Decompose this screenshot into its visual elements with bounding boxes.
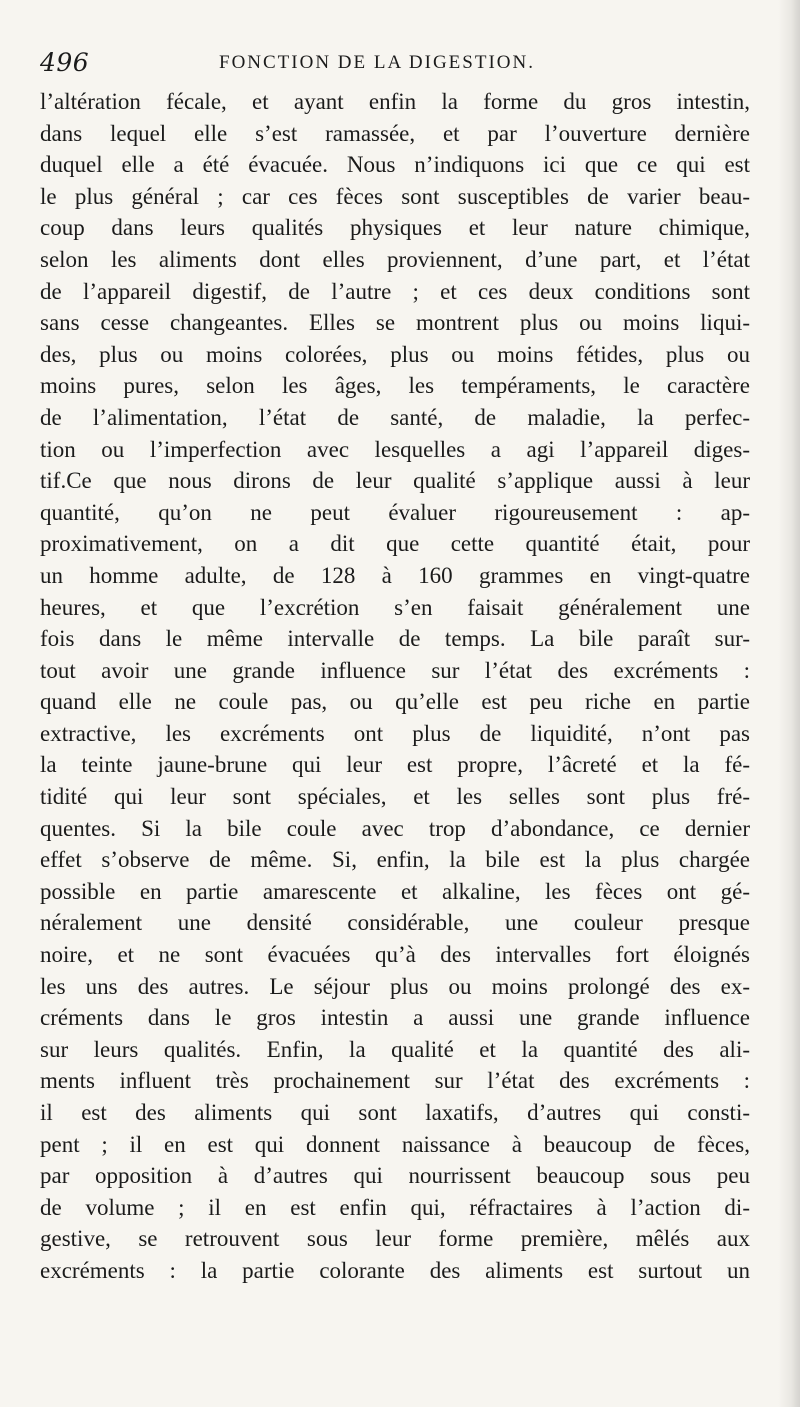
text-line: proximativement, on a dit que cette quantité était, pour	[40, 531, 750, 557]
running-head	[40, 48, 748, 84]
text-line: le plus général ; car ces fèces sont susceptibles de varier beau-	[40, 183, 750, 209]
text-line: quand elle ne coule pas, ou qu’elle est peu riche en partie	[40, 689, 750, 715]
text-line: de l’appareil digestif, de l’autre ; et ces deux conditions sont	[40, 278, 750, 304]
text-line: selon les aliments dont elles proviennent, d’une part, et l’état	[40, 246, 750, 272]
text-line: quentes. Si la bile coule avec trop d’abondance, ce dernier	[40, 815, 750, 841]
body-text	[40, 86, 750, 1287]
text-line: fois dans le même intervalle de temps. La bile paraît sur-	[40, 626, 750, 652]
text-line: ments influent très prochainement sur l’état des excréments :	[40, 1068, 750, 1094]
text-line: possible en partie amarescente et alkaline, les fèces ont gé-	[40, 878, 750, 904]
text-line: un homme adulte, de 128 à 160 grammes en vingt-quatre	[40, 562, 750, 588]
text-line: de volume ; il en est enfin qui, réfractaires à l’action di-	[40, 1194, 750, 1220]
text-line: quantité, qu’on ne peut évaluer rigoureusement : ap-	[40, 499, 750, 525]
text-line: noire, et ne sont évacuées qu’à des intervalles fort éloignés	[40, 942, 750, 968]
text-line: dans lequel elle s’est ramassée, et par l’ouverture dernière	[40, 120, 750, 146]
text-line: les uns des autres. Le séjour plus ou moins prolongé des ex-	[40, 973, 750, 999]
running-title: FONCTION DE LA DIGESTION.	[219, 52, 535, 73]
text-line: effet s’observe de même. Si, enfin, la bile est la plus chargée	[40, 847, 750, 873]
text-line: des, plus ou moins colorées, plus ou moins fétides, plus ou	[40, 341, 750, 367]
text-line: moins pures, selon les âges, les tempéraments, le caractère	[40, 373, 750, 399]
text-line: excréments : la partie colorante des aliments est surtout un	[40, 1257, 750, 1283]
text-line: il est des aliments qui sont laxatifs, d’autres qui consti-	[40, 1100, 750, 1125]
text-line: néralement une densité considérable, une couleur presque	[40, 910, 750, 936]
text-line: tout avoir une grande influence sur l’état des excréments :	[40, 657, 750, 683]
text-line: extractive, les excréments ont plus de liquidité, n’ont pas	[40, 720, 750, 746]
text-line: tidité qui leur sont spéciales, et les selles sont plus fré-	[40, 784, 750, 810]
text-line: sans cesse changeantes. Elles se montrent plus ou moins liqui-	[40, 310, 750, 336]
text-line: gestive, se retrouvent sous leur forme première, mêlés aux	[40, 1226, 750, 1252]
text-line: tif.Ce que nous dirons de leur qualité s’applique aussi à leur	[40, 468, 750, 494]
text-line: par opposition à d’autres qui nourrissent beaucoup sous peu	[40, 1163, 750, 1189]
page-number: 496	[40, 48, 90, 77]
text-line: duquel elle a été évacuée. Nous n’indiquons ici que ce qui est	[40, 152, 750, 178]
text-line: l’altération fécale, et ayant enfin la forme du gros intestin,	[40, 89, 750, 114]
text-line: sur leurs qualités. Enfin, la qualité et la quantité des ali-	[40, 1036, 750, 1062]
text-line: de l’alimentation, l’état de santé, de maladie, la perfec-	[40, 404, 750, 430]
text-line: créments dans le gros intestin a aussi une grande influence	[40, 1005, 750, 1031]
text-line: heures, et que l’excrétion s’en faisait généralement une	[40, 594, 750, 620]
text-line: la teinte jaune-brune qui leur est propre, l’âcreté et la fé-	[40, 752, 750, 778]
text-line: pent ; il en est qui donnent naissance à beaucoup de fèces,	[40, 1131, 750, 1157]
text-line: coup dans leurs qualités physiques et leur nature chimique,	[40, 215, 750, 241]
text-line: tion ou l’imperfection avec lesquelles a agi l’appareil diges-	[40, 436, 750, 462]
